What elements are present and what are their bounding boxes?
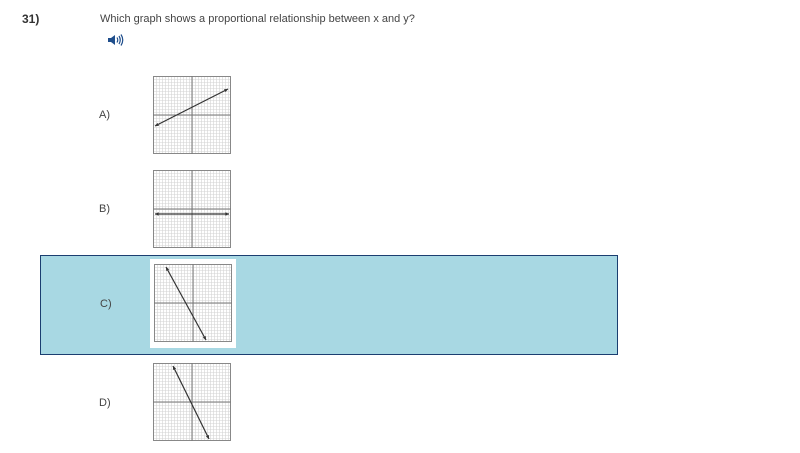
graph-option-d [153, 363, 231, 441]
coordinate-grid [153, 170, 231, 248]
answer-option-d[interactable] [40, 353, 618, 451]
question-number: 31) [22, 12, 40, 26]
graph-option-c [154, 264, 232, 342]
option-label: A) [99, 109, 110, 121]
coordinate-grid [154, 264, 232, 342]
answer-option-b[interactable] [40, 160, 618, 258]
answer-option-c[interactable] [40, 255, 618, 355]
option-label: C) [100, 298, 112, 310]
option-label: B) [99, 203, 110, 215]
graph-option-c-frame [150, 259, 236, 348]
coordinate-grid [153, 363, 231, 441]
question-text: Which graph shows a proportional relationship between x and y? [100, 13, 415, 25]
graph-option-b [153, 170, 231, 248]
speaker-icon[interactable] [107, 33, 125, 47]
option-label: D) [99, 397, 111, 409]
answer-option-a[interactable] [40, 66, 618, 164]
graph-option-a [153, 76, 231, 154]
coordinate-grid [153, 76, 231, 154]
